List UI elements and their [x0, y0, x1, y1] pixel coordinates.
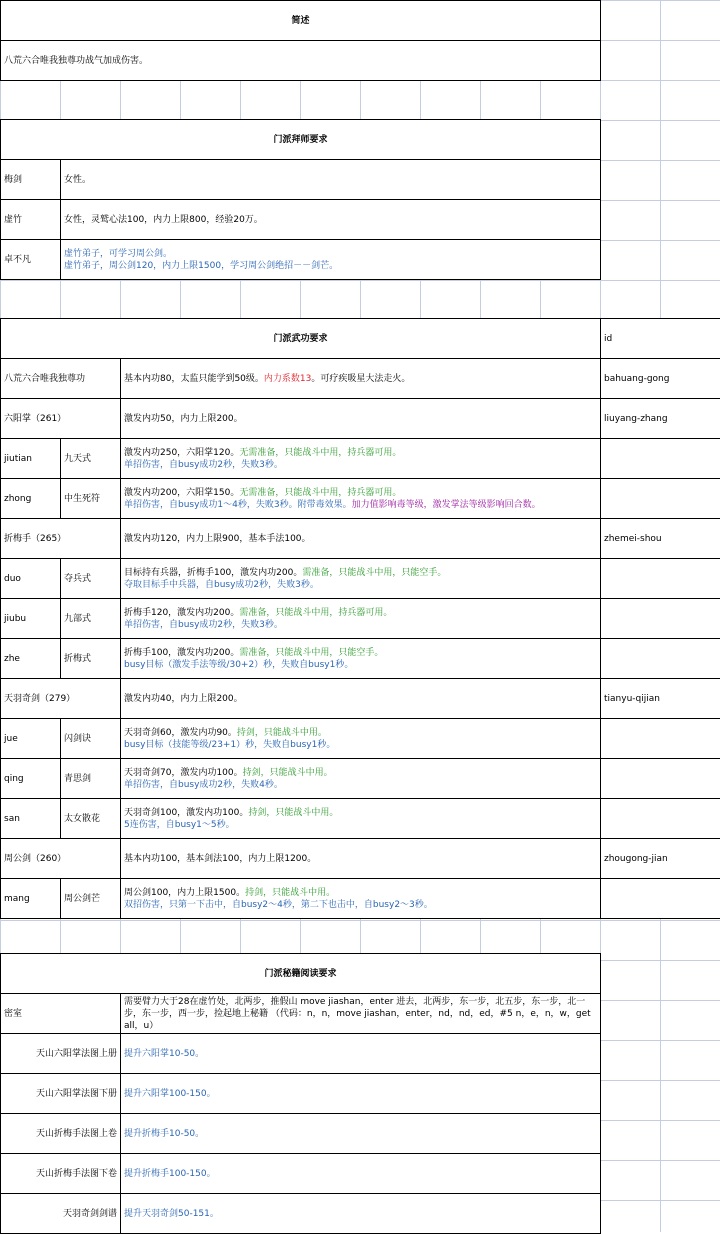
move-row — [0, 439, 720, 479]
martial-title: 门派武功要求 — [0, 319, 600, 358]
skill-id: liuyang-zhang — [600, 399, 720, 438]
requirement-line — [124, 619, 283, 631]
overview-title: 简述 — [0, 1, 601, 40]
requirement-segment: 天羽奇剑70，激发内功100。 — [124, 767, 243, 778]
requirement-line: 女性，灵鹫心法100，内力上限800，经验20万。 — [64, 214, 263, 225]
skill-id — [600, 479, 720, 518]
book-name: 天山六阳掌法图上册 — [0, 1034, 120, 1073]
requirement-segment: 需准备，只能战斗中用，只能空手。 — [302, 567, 447, 578]
requirement-segment: 。可疗疾吸星大法走火。 — [311, 373, 411, 384]
book-name: 天山折梅手法图上卷 — [0, 1114, 120, 1153]
book-name: 天山折梅手法图下卷 — [0, 1154, 120, 1193]
book-requirement: 需要臂力大于28在虚竹处，北两步，推假山 move jiashan，enter 进去，北两步，东一步，北五步，东一步，北一步，东一步，西一步，捡起地上秘籍 （代码：n，n，move jiashan，enter，nd，nd，ed，#5 n，e，n，w，get all，u） — [120, 994, 601, 1033]
skill-row — [0, 679, 720, 719]
apprentice-title: 门派拜师要求 — [0, 120, 601, 159]
skill-name: 折梅手（265） — [0, 519, 120, 558]
requirement-text — [120, 479, 600, 518]
apprentice-block — [0, 119, 601, 280]
book-requirement: 提升天羽奇剑50-151。 — [120, 1194, 601, 1233]
apprentice-requirement — [60, 200, 601, 239]
requirement-segment: 激发内功200，六阳掌150。 — [124, 487, 240, 498]
skill-name: 六阳掌（261） — [0, 399, 120, 438]
requirement-text — [120, 799, 600, 838]
apprentice-row — [0, 200, 601, 240]
move-code: zhong — [0, 479, 60, 518]
requirement-line — [124, 447, 401, 459]
apprentice-requirement — [60, 240, 601, 279]
requirement-segment: 激发内功120，内力上限900，基本手法100。 — [124, 533, 311, 544]
move-row — [0, 479, 720, 519]
book-row — [0, 994, 601, 1034]
requirement-segment: 折梅手100，激发内功200。 — [124, 647, 240, 658]
skill-row — [0, 399, 720, 439]
book-requirement: 提升折梅手10-50。 — [120, 1114, 601, 1153]
move-row — [0, 599, 720, 639]
requirement-line — [124, 779, 283, 791]
apprentice-row — [0, 240, 601, 280]
requirement-segment: 无需准备，只能战斗中用，持兵器可用。 — [239, 447, 402, 458]
move-row — [0, 879, 720, 919]
move-row — [0, 639, 720, 679]
skill-id — [600, 439, 720, 478]
requirement-text — [120, 879, 600, 918]
move-name: 夺兵式 — [60, 559, 120, 598]
skill-id — [600, 719, 720, 758]
requirement-line: 虚竹弟子，可学习周公剑。 — [64, 248, 173, 259]
skill-name: 天羽奇剑（279） — [0, 679, 120, 718]
requirement-text — [120, 359, 600, 398]
move-name: 中生死符 — [60, 479, 120, 518]
move-name: 折梅式 — [60, 639, 120, 678]
skill-id: tianyu-qijian — [600, 679, 720, 718]
skill-id — [600, 759, 720, 798]
move-code: zhe — [0, 639, 60, 678]
apprentice-title-row — [0, 120, 601, 160]
book-requirement: 提升六阳掌100-150。 — [120, 1074, 601, 1113]
requirement-line — [124, 413, 243, 425]
requirement-segment: 持剑，只能战斗中用。 — [236, 727, 327, 738]
requirement-line — [124, 459, 283, 471]
skill-name: 八荒六合唯我独尊功 — [0, 359, 120, 398]
skill-id — [600, 799, 720, 838]
requirement-segment: 无需准备，只能战斗中用，持兵器可用。 — [239, 487, 402, 498]
apprentice-row — [0, 160, 601, 200]
move-name: 九部式 — [60, 599, 120, 638]
requirement-segment: 目标持有兵器，折梅手100，激发内功200。 — [124, 567, 303, 578]
requirement-text — [120, 719, 600, 758]
book-row — [0, 1154, 601, 1194]
requirement-segment: busy目标（技能等级/23+1）秒，失败自busy1秒。 — [124, 739, 336, 750]
martial-block — [0, 318, 720, 919]
move-name: 青思剑 — [60, 759, 120, 798]
skill-name: 周公剑（260） — [0, 839, 120, 878]
requirement-line: 虚竹弟子，周公剑120，内力上限1500，学习周公剑绝招－－剑芒。 — [64, 260, 339, 271]
requirement-text — [120, 519, 600, 558]
requirement-line: 女性。 — [64, 174, 92, 185]
requirement-text — [120, 759, 600, 798]
requirement-segment: 需准备，只能战斗中用，只能空手。 — [239, 647, 384, 658]
requirement-segment: 夺取目标手中兵器，自busy成功2秒，失败3秒。 — [124, 579, 319, 590]
apprentice-requirement — [60, 160, 601, 199]
requirement-line — [124, 579, 319, 591]
book-requirement: 提升折梅手100-150。 — [120, 1154, 601, 1193]
martial-rows — [0, 359, 720, 919]
requirement-text — [120, 399, 600, 438]
move-code: jue — [0, 719, 60, 758]
skill-row — [0, 519, 720, 559]
books-title-row — [0, 954, 601, 994]
requirement-segment: 天羽奇剑100，激发内功100。 — [124, 807, 249, 818]
requirement-segment: 基本内功80，太监只能学到50级。 — [124, 373, 264, 384]
skill-id — [600, 639, 720, 678]
requirement-line — [124, 607, 392, 619]
requirement-line — [124, 739, 335, 751]
overview-title-row — [0, 1, 601, 41]
move-row — [0, 759, 720, 799]
requirement-text — [120, 639, 600, 678]
book-name: 天山六阳掌法图下册 — [0, 1074, 120, 1113]
move-name: 周公剑芒 — [60, 879, 120, 918]
skill-id: bahuang-gong — [600, 359, 720, 398]
requirement-segment: 单招伤害，自busy成功2秒，失败3秒。 — [124, 459, 283, 470]
move-name: 闪剑诀 — [60, 719, 120, 758]
requirement-segment: 周公剑100，内力上限1500。 — [124, 887, 246, 898]
book-name: 天羽奇剑剑谱 — [0, 1194, 120, 1233]
requirement-line — [124, 567, 446, 579]
skill-id: zhemei-shou — [600, 519, 720, 558]
requirement-segment: 激发内功50，内力上限200。 — [124, 413, 243, 424]
move-code: san — [0, 799, 60, 838]
skill-id: zhougong-jian — [600, 839, 720, 878]
requirement-segment: 基本内功100，基本剑法100，内力上限1200。 — [124, 853, 317, 864]
overview-block — [0, 0, 601, 81]
books-title: 门派秘籍阅读要求 — [0, 954, 601, 993]
move-code: mang — [0, 879, 60, 918]
requirement-segment: 天羽奇剑60，激发内功90。 — [124, 727, 237, 738]
apprentice-name: 卓不凡 — [0, 240, 60, 279]
requirement-segment: 单招伤害，自busy成功1～4秒，失败3秒。附带毒效果。 — [124, 499, 352, 510]
requirement-segment: 持剑，只能战斗中用。 — [245, 887, 336, 898]
requirement-line — [124, 487, 401, 499]
books-block — [0, 953, 601, 1234]
requirement-line — [124, 853, 316, 865]
requirement-segment: busy目标（激发手法等级/30+2）秒，失败自busy1秒。 — [124, 659, 354, 670]
requirement-line — [124, 693, 243, 705]
requirement-segment: 单招伤害，自busy成功2秒，失败3秒。 — [124, 619, 283, 630]
book-row — [0, 1034, 601, 1074]
overview-text-row — [0, 41, 601, 81]
skill-id — [600, 599, 720, 638]
requirement-segment: 需准备，只能战斗中用，持兵器可用。 — [239, 607, 393, 618]
requirement-line — [124, 887, 335, 899]
move-code: duo — [0, 559, 60, 598]
requirement-text — [120, 599, 600, 638]
book-name: 密室 — [0, 994, 120, 1033]
requirement-segment: 加力值影响毒等级，激发掌法等级影响回合数。 — [351, 499, 541, 510]
requirement-segment: 折梅手120，激发内功200。 — [124, 607, 240, 618]
requirement-line — [124, 659, 353, 671]
requirement-segment: 内力系数13 — [263, 373, 312, 384]
move-code: qing — [0, 759, 60, 798]
requirement-line — [124, 373, 410, 385]
requirement-segment: 持剑，只能战斗中用。 — [248, 807, 339, 818]
move-code: jiutian — [0, 439, 60, 478]
book-row — [0, 1074, 601, 1114]
skill-id — [600, 879, 720, 918]
requirement-segment: 双招伤害，只第一下击中，自busy2～4秒，第二下也击中，自busy2～3秒。 — [124, 899, 433, 910]
apprentice-name: 梅剑 — [0, 160, 60, 199]
requirement-text — [120, 679, 600, 718]
move-name: 太女散花 — [60, 799, 120, 838]
move-name: 九天式 — [60, 439, 120, 478]
apprentice-name: 虚竹 — [0, 200, 60, 239]
move-code: jiubu — [0, 599, 60, 638]
martial-title-row — [0, 319, 720, 359]
requirement-line — [124, 647, 383, 659]
move-row — [0, 719, 720, 759]
skill-row — [0, 839, 720, 879]
book-requirement: 提升六阳掌10-50。 — [120, 1034, 601, 1073]
requirement-segment: 5连伤害，自busy1～5秒。 — [124, 819, 235, 830]
apprentice-rows — [0, 160, 601, 280]
books-rows — [0, 994, 601, 1234]
requirement-line — [124, 807, 338, 819]
martial-id-header: id — [600, 319, 720, 358]
requirement-line — [124, 899, 433, 911]
requirement-line — [124, 819, 235, 831]
requirement-line — [124, 533, 311, 545]
requirement-line — [124, 767, 333, 779]
book-row — [0, 1114, 601, 1154]
requirement-text — [120, 559, 600, 598]
requirement-line — [124, 727, 327, 739]
requirement-segment: 持剑，只能战斗中用。 — [242, 767, 333, 778]
requirement-text — [120, 839, 600, 878]
move-row — [0, 799, 720, 839]
requirement-line — [124, 499, 541, 511]
book-row — [0, 1194, 601, 1234]
requirement-segment: 单招伤害，自busy成功2秒，失败4秒。 — [124, 779, 283, 790]
move-row — [0, 559, 720, 599]
skill-id — [600, 559, 720, 598]
requirement-segment: 激发内功250，六阳掌120。 — [124, 447, 240, 458]
overview-text: 八荒六合唯我独尊功战气加成伤害。 — [0, 41, 601, 80]
skill-row — [0, 359, 720, 399]
requirement-text — [120, 439, 600, 478]
requirement-segment: 激发内功40，内力上限200。 — [124, 693, 243, 704]
